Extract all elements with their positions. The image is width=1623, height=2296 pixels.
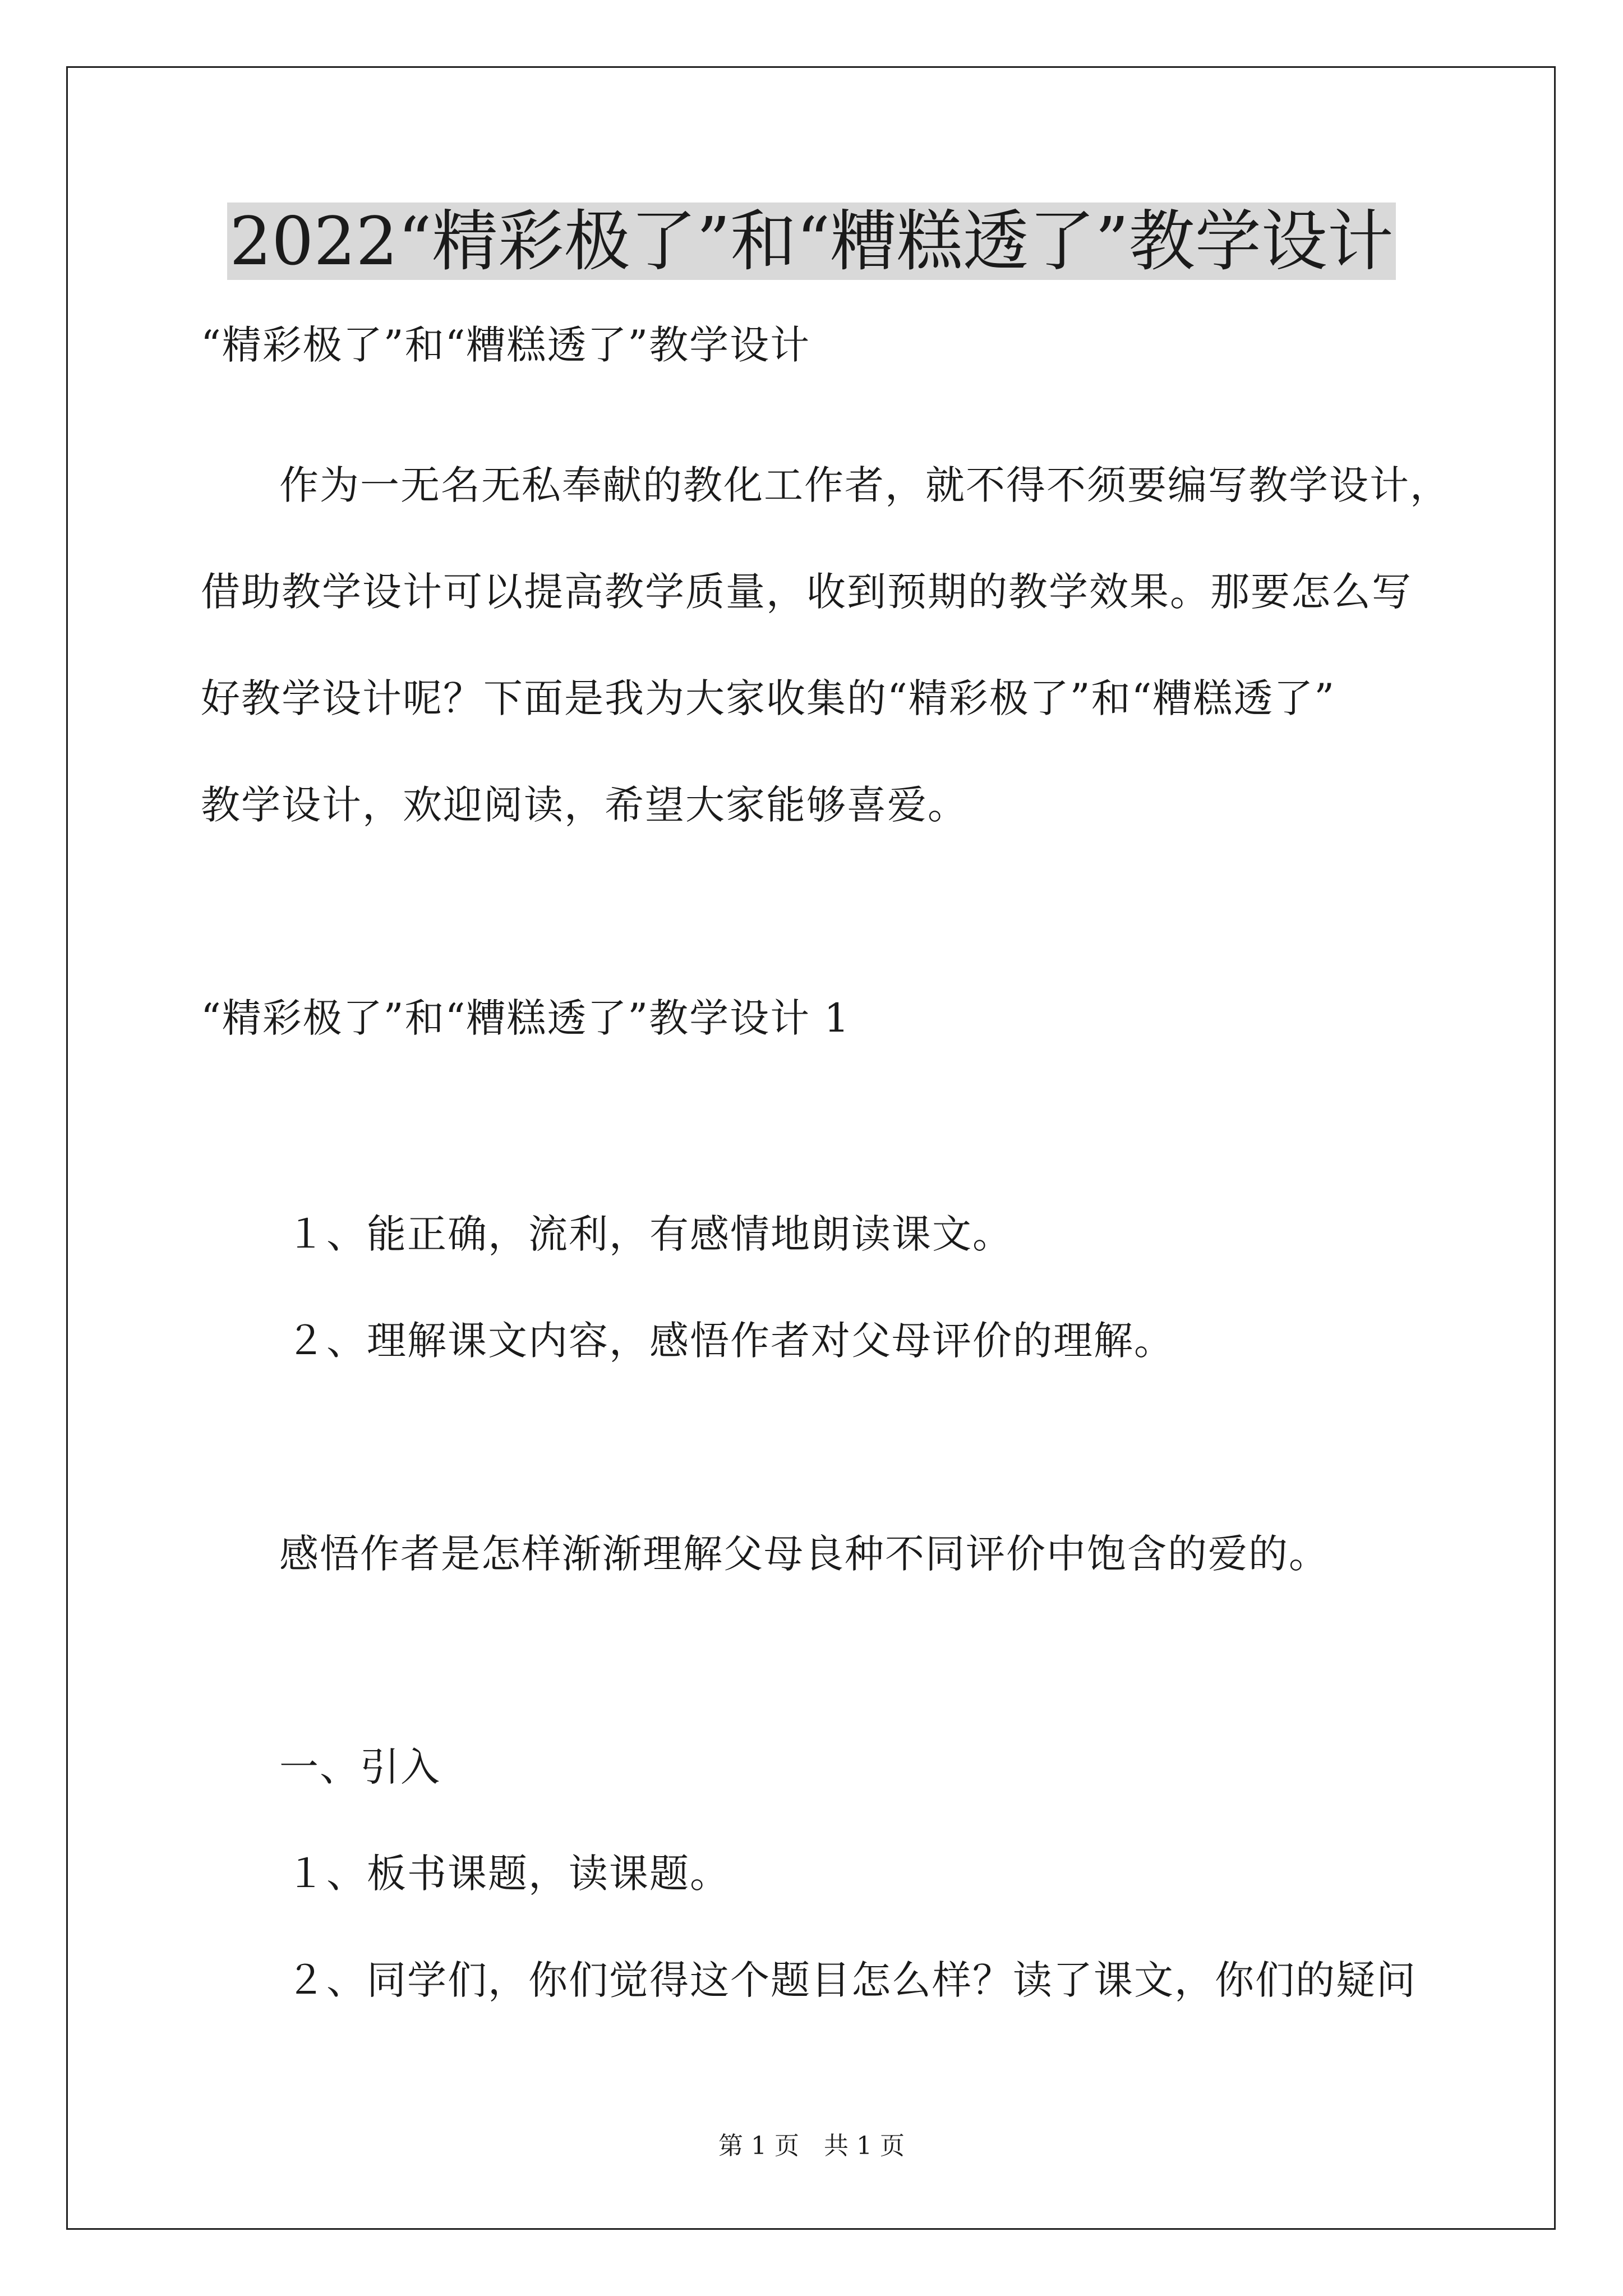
step-item-1: １、板书课题，读课题。	[286, 1851, 730, 1897]
goal-item-2: ２、理解课文内容，感悟作者对父母评价的理解。	[286, 1318, 1174, 1364]
step-item-2: ２、同学们，你们觉得这个题目怎么样？读了课文，你们的疑问	[286, 1957, 1417, 2003]
page-footer: 第 1 页 共 1 页	[718, 2132, 905, 2160]
document-title	[0, 199, 1623, 283]
document-title-text: 2022“精彩极了”和“糟糕透了”教学设计	[227, 203, 1396, 280]
document-subtitle: “精彩极了”和“糟糕透了”教学设计	[201, 322, 811, 368]
step-title: 一、引入	[279, 1744, 441, 1790]
intro-line-2: 借助教学设计可以提高教学质量，收到预期的教学效果。那要怎么写	[201, 569, 1412, 615]
intro-line-3: 好教学设计呢？下面是我为大家收集的“精彩极了”和“糟糕透了”	[201, 675, 1336, 721]
intro-line-4: 教学设计，欢迎阅读，希望大家能够喜爱。	[201, 782, 968, 828]
goal-item-1: １、能正确，流利，有感情地朗读课文。	[286, 1211, 1013, 1257]
section-title: “精彩极了”和“糟糕透了”教学设计 1	[201, 995, 850, 1041]
page-border	[66, 66, 1556, 2230]
key-point: 感悟作者是怎样渐渐理解父母良种不同评价中饱含的爱的。	[279, 1531, 1329, 1577]
intro-line-1: 作为一无名无私奉献的教化工作者，就不得不须要编写教学设计，	[279, 462, 1450, 508]
